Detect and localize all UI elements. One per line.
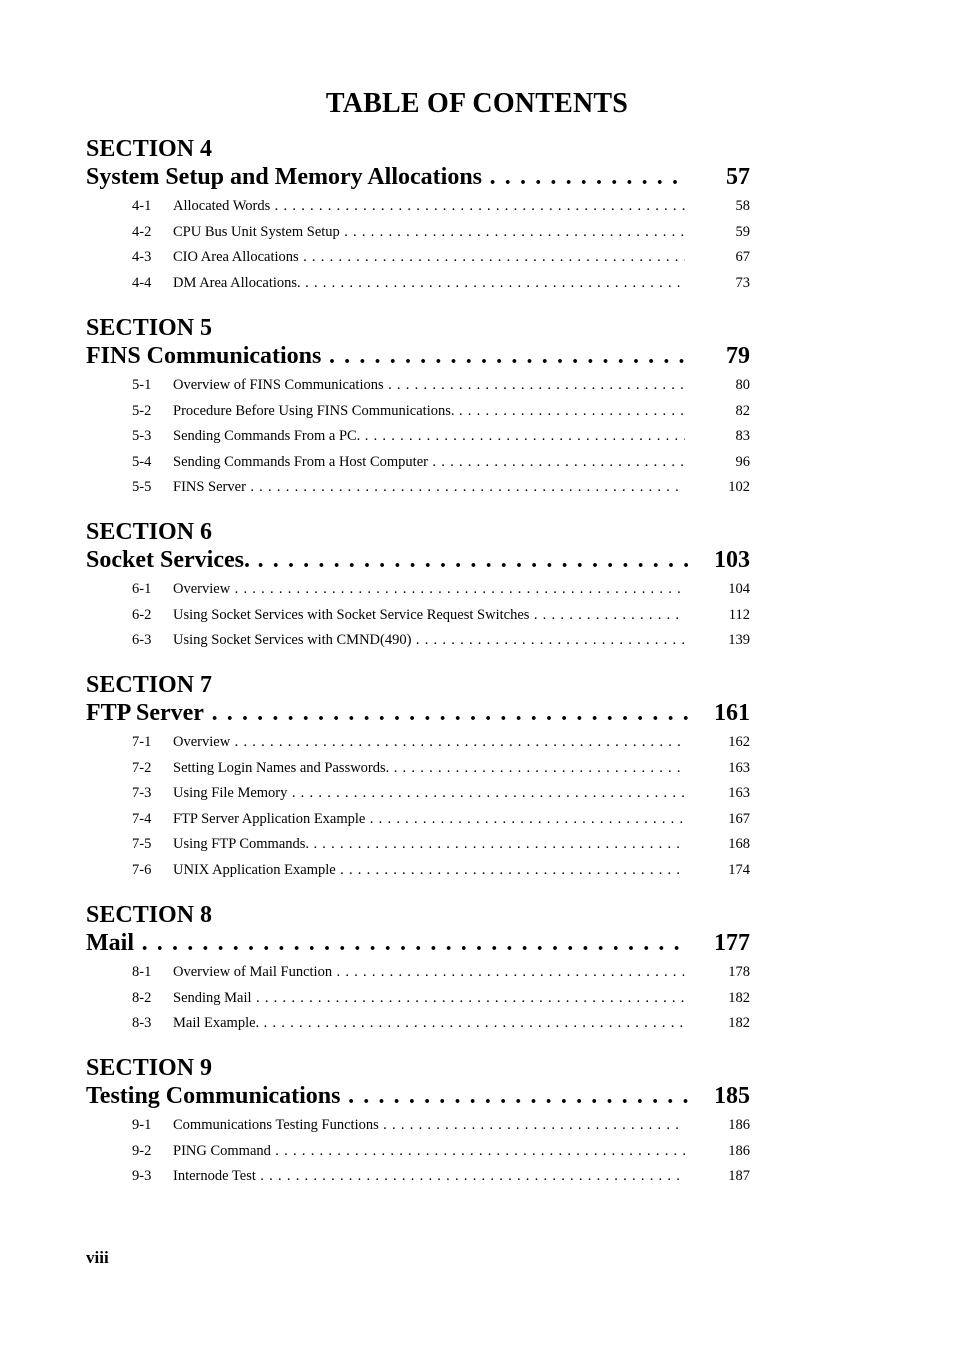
toc-section [86, 136, 750, 296]
toc-entry[interactable] [86, 756, 750, 782]
entry-number: 7-1 [132, 734, 152, 750]
entry-title[interactable]: Sending Mail . . . [173, 986, 685, 1012]
section-label: SECTION 6 [86, 519, 213, 545]
section-heading[interactable] [86, 1082, 750, 1110]
entry-number: 6-3 [132, 632, 152, 648]
entry-page: 162 [728, 734, 750, 750]
entry-number: 7-5 [132, 836, 152, 852]
entry-number: 5-4 [132, 453, 152, 470]
entry-page: 73 [735, 274, 750, 291]
toc-entry[interactable] [86, 245, 750, 271]
entry-title[interactable]: Using File Memory . . . [173, 781, 685, 807]
section-page: 57 [726, 164, 750, 190]
entry-title[interactable]: CPU Bus Unit System Setup . . . [173, 220, 685, 246]
entry-title[interactable]: Sending Commands From a PC. . . . [173, 424, 685, 450]
entry-number: 7-4 [132, 810, 152, 827]
section-title[interactable]: FTP Server . . . [86, 699, 688, 727]
toc-entry[interactable] [86, 730, 750, 756]
entry-title[interactable]: Overview of Mail Function . . . [173, 960, 685, 986]
entry-number: 5-2 [132, 402, 152, 419]
entry-title[interactable]: Using Socket Services with Socket Service Request Switches . . . [173, 603, 685, 629]
toc-entry[interactable] [86, 399, 750, 425]
section-page: 185 [714, 1083, 750, 1109]
entry-number: 4-3 [132, 249, 152, 265]
page-title: TABLE OF CONTENTS [325, 88, 629, 119]
toc-entry[interactable] [86, 832, 750, 858]
toc-entry[interactable] [86, 271, 750, 297]
toc-entry[interactable] [86, 1011, 750, 1037]
entry-title[interactable]: FINS Server . . . [173, 475, 685, 501]
entry-title[interactable]: Using FTP Commands. . . . [173, 832, 685, 858]
entry-page: 167 [728, 810, 750, 827]
entry-title[interactable]: Communications Testing Functions . . . [173, 1113, 685, 1139]
entry-number: 9-1 [132, 1117, 152, 1133]
section-page: 103 [714, 547, 750, 573]
section-title[interactable]: Socket Services. . . . [86, 546, 688, 574]
entry-page: 168 [728, 836, 750, 852]
entry-page: 80 [735, 377, 750, 393]
section-label: SECTION 5 [86, 315, 213, 341]
toc-entry[interactable] [86, 960, 750, 986]
entry-page: 139 [728, 632, 750, 648]
entry-number: 8-1 [132, 964, 152, 980]
entry-page: 186 [728, 1142, 750, 1159]
entry-page: 112 [728, 606, 750, 623]
entry-page: 174 [728, 861, 750, 878]
entry-page: 102 [728, 479, 750, 495]
entry-number: 4-4 [132, 274, 152, 291]
toc-entry[interactable] [86, 373, 750, 399]
toc-section [86, 902, 750, 1037]
section-title[interactable]: Testing Communications . . . [86, 1082, 688, 1110]
toc-entry[interactable] [86, 1164, 750, 1190]
section-label: SECTION 7 [86, 672, 213, 698]
section-title[interactable]: Mail . . . [86, 929, 688, 957]
entry-title[interactable]: Overview of FINS Communications . . . [173, 373, 685, 399]
entry-number: 8-2 [132, 989, 152, 1006]
toc-entry[interactable] [86, 603, 750, 629]
toc-entry[interactable] [86, 450, 750, 476]
entry-title[interactable]: Internode Test . . . [173, 1164, 685, 1190]
section-label: SECTION 9 [86, 1055, 213, 1081]
entry-page: 67 [735, 249, 750, 265]
entry-page: 83 [735, 428, 750, 444]
section-title[interactable]: System Setup and Memory Allocations . . . [86, 163, 688, 191]
entry-number: 6-1 [132, 581, 152, 597]
section-title[interactable]: FINS Communications . . . [86, 342, 688, 370]
entry-page: 104 [728, 581, 750, 597]
entry-number: 4-1 [132, 198, 152, 214]
toc-section [86, 519, 750, 654]
entry-page: 163 [728, 785, 750, 801]
entry-page: 82 [735, 402, 750, 419]
entry-number: 7-2 [132, 759, 152, 776]
entry-number: 8-3 [132, 1015, 152, 1031]
toc-entry[interactable] [86, 1139, 750, 1165]
entry-number: 9-2 [132, 1142, 152, 1159]
entry-number: 7-3 [132, 785, 152, 801]
toc-section [86, 315, 750, 501]
entry-title[interactable]: Setting Login Names and Passwords. . . . [173, 756, 685, 782]
entry-number: 5-1 [132, 377, 152, 393]
entry-page: 178 [728, 964, 750, 980]
entry-number: 5-5 [132, 479, 152, 495]
toc-entry[interactable] [86, 220, 750, 246]
entry-page: 96 [735, 453, 750, 470]
toc-entry[interactable] [86, 986, 750, 1012]
entry-number: 4-2 [132, 223, 152, 240]
toc-entry[interactable] [86, 194, 750, 220]
entry-title[interactable]: PING Command . . . [173, 1139, 685, 1165]
toc-entry[interactable] [86, 858, 750, 884]
toc-entry[interactable] [86, 424, 750, 450]
entry-title[interactable]: FTP Server Application Example . . . [173, 807, 685, 833]
section-page: 79 [726, 343, 750, 369]
entry-title[interactable]: CIO Area Allocations . . . [173, 245, 685, 271]
entry-number: 9-3 [132, 1168, 152, 1184]
entry-title[interactable]: DM Area Allocations. . . . [173, 271, 685, 297]
toc-section [86, 1055, 750, 1190]
entry-title[interactable]: Overview . . . [173, 730, 685, 756]
entry-number: 7-6 [132, 861, 152, 878]
entry-page: 182 [728, 1015, 750, 1031]
section-label: SECTION 4 [86, 136, 213, 162]
entry-title[interactable]: Procedure Before Using FINS Communications. . . . [173, 399, 685, 425]
toc-entry[interactable] [86, 628, 750, 654]
entry-title[interactable]: Allocated Words . . . [173, 194, 685, 220]
section-heading[interactable] [86, 699, 750, 727]
entry-page: 163 [728, 759, 750, 776]
entry-page: 59 [735, 223, 750, 240]
entry-title[interactable]: UNIX Application Example . . . [173, 858, 685, 884]
entry-title[interactable]: Sending Commands From a Host Computer . . . [173, 450, 685, 476]
toc-entry[interactable] [86, 1113, 750, 1139]
entry-title[interactable]: Mail Example. . . . [173, 1011, 685, 1037]
section-heading[interactable] [86, 546, 750, 574]
section-heading[interactable] [86, 163, 750, 191]
section-heading[interactable] [86, 342, 750, 370]
entry-page: 186 [728, 1117, 750, 1133]
entry-page: 58 [735, 198, 750, 214]
toc-section [86, 672, 750, 883]
toc-entry[interactable] [86, 807, 750, 833]
section-page: 177 [714, 930, 750, 956]
page-number: viii [86, 1248, 109, 1267]
entry-title[interactable]: Using Socket Services with CMND(490) . . . [173, 628, 685, 654]
section-label: SECTION 8 [86, 902, 213, 928]
entry-page: 187 [728, 1168, 750, 1184]
toc-entry[interactable] [86, 781, 750, 807]
toc-entry[interactable] [86, 475, 750, 501]
entry-page: 182 [728, 989, 750, 1006]
entry-title[interactable]: Overview . . . [173, 577, 685, 603]
section-heading[interactable] [86, 929, 750, 957]
entry-number: 5-3 [132, 428, 152, 444]
toc-entry[interactable] [86, 577, 750, 603]
section-page: 161 [714, 700, 750, 726]
entry-number: 6-2 [132, 606, 152, 623]
